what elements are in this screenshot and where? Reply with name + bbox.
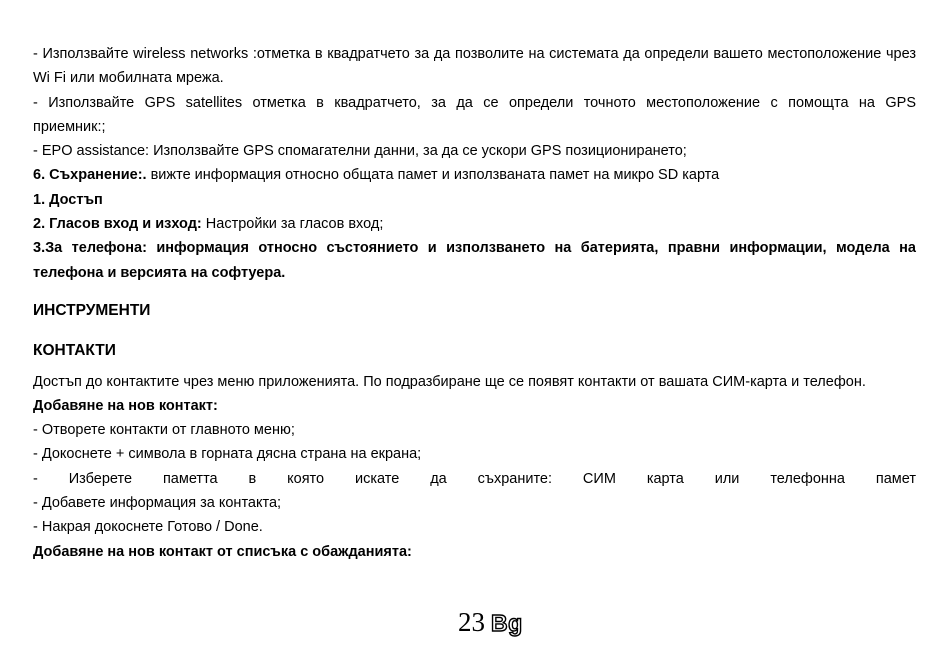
- voice-text: Настройки за гласов вход;: [201, 216, 384, 233]
- paragraph-about-phone: 3.За телефона: информация относно състоянието и използването на батерията, правни информации, модела на телефона и версията на софтуера.: [33, 240, 916, 281]
- voice-label: 2. Гласов вход и изход:: [33, 216, 202, 233]
- paragraph-gps-satellites: - Използвайте GPS satellites отметка в квадратчето, за да се определи точното местоположение с помощта на GPS: [33, 94, 916, 111]
- paragraph-wireless-networks: - Използвайте wireless networks :отметка в квадратчето за да позволите на системата да определи вашето местоположение чрез Wi Fi или мобилната мрежа.: [33, 46, 916, 87]
- paragraph-access: 1. Достъп: [33, 191, 103, 208]
- page-footer: [458, 604, 523, 641]
- document-body: [33, 42, 916, 564]
- list-item: - Изберете паметта в която искате да съхраните: СИМ карта или телефонна памет: [33, 470, 916, 487]
- list-item: - Докоснете + символа в горната дясна страна на екрана;: [33, 446, 422, 463]
- storage-label: 6. Съхранение:.: [33, 167, 147, 184]
- subheading-add-from-call-log: Добавяне на нов контакт от списъка с обажданията:: [33, 543, 412, 560]
- paragraph-epo-assistance: - EPO assistance: Използвайте GPS спомагателни данни, за да се ускори GPS позиционирането;: [33, 143, 687, 160]
- subheading-add-new-contact: Добавяне на нов контакт:: [33, 397, 218, 414]
- page-number: 23: [458, 607, 485, 637]
- list-item: - Добавете информация за контакта;: [33, 495, 282, 512]
- heading-contacts: КОНТАКТИ: [33, 342, 116, 360]
- list-item: - Отворете контакти от главното меню;: [33, 422, 295, 439]
- storage-text: вижте информация относно общата памет и използваната памет на микро SD карта: [146, 167, 720, 184]
- heading-tools: ИНСТРУМЕНТИ: [33, 301, 151, 319]
- paragraph-storage: [33, 163, 916, 187]
- list-item: - Накрая докоснете Готово / Done.: [33, 519, 263, 536]
- paragraph-voice-io: [33, 212, 916, 236]
- paragraph-gps-satellites-end: приемник:;: [33, 118, 106, 135]
- paragraph-contacts-intro: Достъп до контактите чрез меню приложенията. По подразбиране ще се появят контакти от вашата СИМ-карта и телефон.: [33, 373, 866, 390]
- language-tag: Bg: [491, 610, 523, 636]
